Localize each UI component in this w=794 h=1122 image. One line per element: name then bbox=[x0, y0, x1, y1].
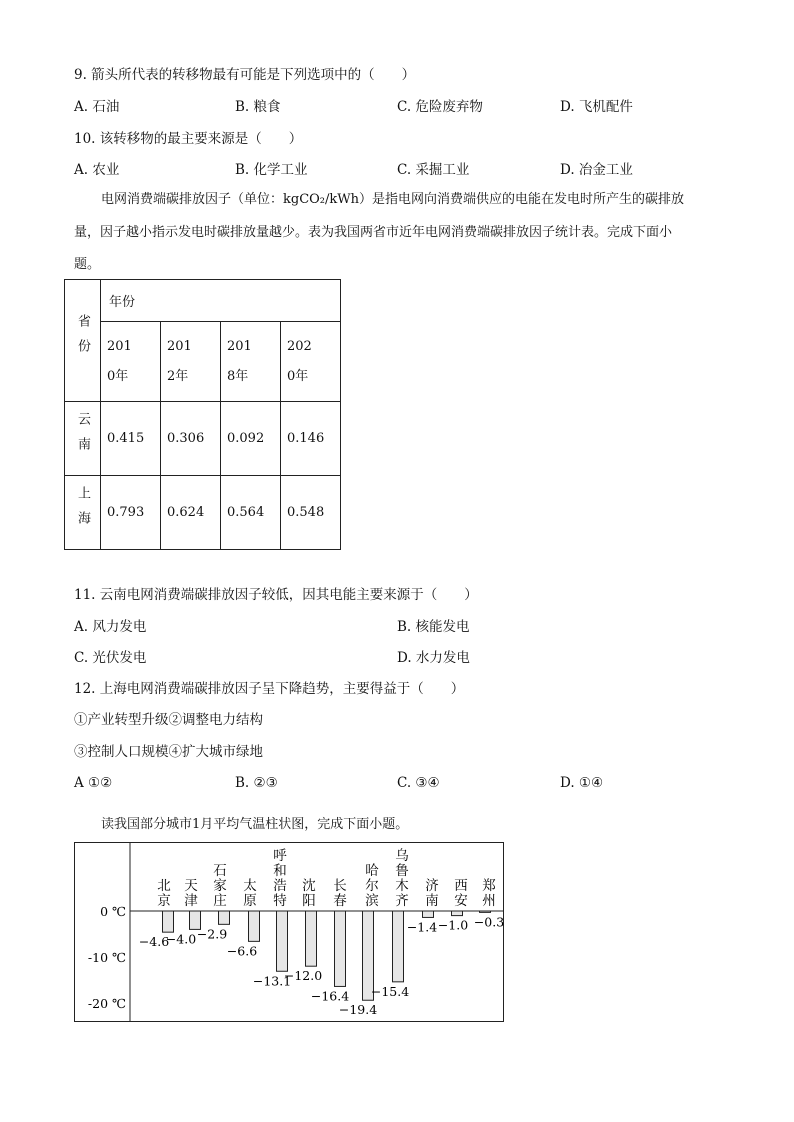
category-label: 沈阳 bbox=[302, 878, 316, 909]
year-label: 2012年 bbox=[167, 338, 192, 384]
table-cell: 0.146 bbox=[281, 402, 341, 476]
q10-option-b: B. 化学工业 bbox=[235, 162, 308, 178]
category-label: 济南 bbox=[425, 878, 439, 909]
q12-option-b: B. ②③ bbox=[235, 775, 278, 791]
bar-12 bbox=[480, 911, 491, 912]
table-cell: 0.793 bbox=[101, 476, 161, 550]
value-label: −6.6 bbox=[226, 943, 258, 959]
table-row bbox=[65, 402, 341, 476]
q9-option-b: B. 粮食 bbox=[235, 99, 281, 115]
table-row bbox=[65, 476, 341, 550]
bar-3 bbox=[219, 911, 230, 924]
year-label: 2018年 bbox=[227, 338, 252, 384]
value-label: −1.4 bbox=[406, 919, 438, 935]
row-name: 云南 bbox=[75, 411, 90, 462]
value-label: −13.1 bbox=[252, 973, 292, 989]
q11-option-c: C. 光伏发电 bbox=[74, 650, 147, 666]
row-name-cell bbox=[65, 476, 101, 550]
q9-option-d: D. 飞机配件 bbox=[560, 99, 633, 115]
q11-option-d: D. 水力发电 bbox=[397, 650, 470, 666]
emission-factor-table bbox=[64, 279, 341, 550]
value-label: −4.6 bbox=[138, 934, 170, 950]
category-label: 郑州 bbox=[482, 878, 496, 909]
q11-stem: 11. 云南电网消费端碳排放因子较低，因其电能主要来源于（ ） bbox=[74, 587, 478, 603]
value-label: −4.0 bbox=[165, 931, 197, 947]
category-label: 长春 bbox=[333, 878, 347, 909]
row-name-cell bbox=[65, 402, 101, 476]
bar-1 bbox=[163, 911, 174, 932]
q12-option-c: C. ③④ bbox=[397, 775, 440, 791]
table-cell: 0.092 bbox=[221, 402, 281, 476]
intro-line-1: 电网消费端碳排放因子（单位：kgCO₂/kWh）是指电网向消费端供应的电能在发电时所产生的碳排放 bbox=[101, 192, 685, 207]
bar-10 bbox=[423, 911, 434, 917]
q10-option-a: A. 农业 bbox=[74, 162, 120, 178]
year-label: 2010年 bbox=[107, 338, 132, 384]
table-cell: 0.624 bbox=[161, 476, 221, 550]
q11-option-b: B. 核能发电 bbox=[397, 619, 470, 635]
y-tick-label: -10 ℃ bbox=[87, 950, 126, 965]
year-label: 2020年 bbox=[287, 338, 312, 384]
intro-line-3: 题。 bbox=[74, 257, 101, 272]
q9-option-c: C. 危险废弃物 bbox=[397, 99, 483, 115]
row-name: 上海 bbox=[75, 485, 90, 536]
q12-stem: 12. 上海电网消费端碳排放因子呈下降趋势，主要得益于（ ） bbox=[74, 681, 465, 697]
table-year-2018 bbox=[221, 322, 281, 402]
q11-option-a: A. 风力发电 bbox=[74, 619, 147, 635]
q9-option-a: A. 石油 bbox=[74, 99, 120, 115]
value-label: −12.0 bbox=[283, 968, 323, 984]
category-label: 北京 bbox=[157, 878, 171, 909]
table-year-2020 bbox=[281, 322, 341, 402]
table-cell: 0.415 bbox=[101, 402, 161, 476]
category-label: 天津 bbox=[184, 878, 198, 909]
table-corner-label: 省份 bbox=[75, 313, 90, 364]
table-year-2010 bbox=[101, 322, 161, 402]
chart-intro: 读我国部分城市1月平均气温柱状图，完成下面小题。 bbox=[101, 817, 409, 832]
q12-option-a: A ①② bbox=[74, 775, 113, 791]
bar-6 bbox=[306, 911, 317, 966]
category-label: 乌鲁木齐 bbox=[395, 848, 409, 909]
value-label: −0.3 bbox=[473, 914, 504, 930]
bar-4 bbox=[249, 911, 260, 941]
category-label: 石家庄 bbox=[213, 863, 227, 909]
table-year-header: 年份 bbox=[101, 280, 341, 322]
table-cell: 0.306 bbox=[161, 402, 221, 476]
value-label: −15.4 bbox=[370, 983, 410, 999]
value-label: −2.9 bbox=[196, 926, 228, 942]
y-tick-label: 0 ℃ bbox=[100, 904, 126, 919]
q10-option-d: D. 冶金工业 bbox=[560, 162, 633, 178]
bar-9 bbox=[393, 911, 404, 982]
category-label: 太原 bbox=[243, 878, 257, 909]
q10-option-c: C. 采掘工业 bbox=[397, 162, 470, 178]
value-label: −19.4 bbox=[338, 1002, 378, 1018]
temperature-bar-chart bbox=[74, 842, 504, 1022]
bar-7 bbox=[335, 911, 346, 986]
q12-item-line-1: ①产业转型升级②调整电力结构 bbox=[74, 712, 263, 728]
y-ticks bbox=[88, 904, 126, 1011]
q12-option-d: D. ①④ bbox=[560, 775, 604, 791]
value-label: −16.4 bbox=[310, 988, 350, 1004]
table-cell: 0.564 bbox=[221, 476, 281, 550]
q9-stem: 9. 箭头所代表的转移物最有可能是下列选项中的（ ） bbox=[74, 67, 416, 83]
table-cell: 0.548 bbox=[281, 476, 341, 550]
q10-stem: 10. 该转移物的最主要来源是（ ） bbox=[74, 131, 303, 147]
y-tick-label: -20 ℃ bbox=[87, 996, 126, 1011]
category-label: 西安 bbox=[454, 878, 468, 909]
category-label: 呼和浩特 bbox=[273, 848, 287, 909]
table-year-2012 bbox=[161, 322, 221, 402]
value-label: −1.0 bbox=[437, 917, 469, 933]
q12-item-line-2: ③控制人口规模④扩大城市绿地 bbox=[74, 744, 263, 760]
bar-11 bbox=[452, 911, 463, 916]
category-labels bbox=[157, 848, 496, 909]
category-label: 哈尔滨 bbox=[365, 863, 379, 909]
table-corner-cell bbox=[65, 280, 101, 402]
intro-line-2: 量，因子越小指示发电时碳排放量越少。表为我国两省市近年电网消费端碳排放因子统计表。完成下面小 bbox=[74, 225, 673, 240]
bar-5 bbox=[277, 911, 288, 971]
